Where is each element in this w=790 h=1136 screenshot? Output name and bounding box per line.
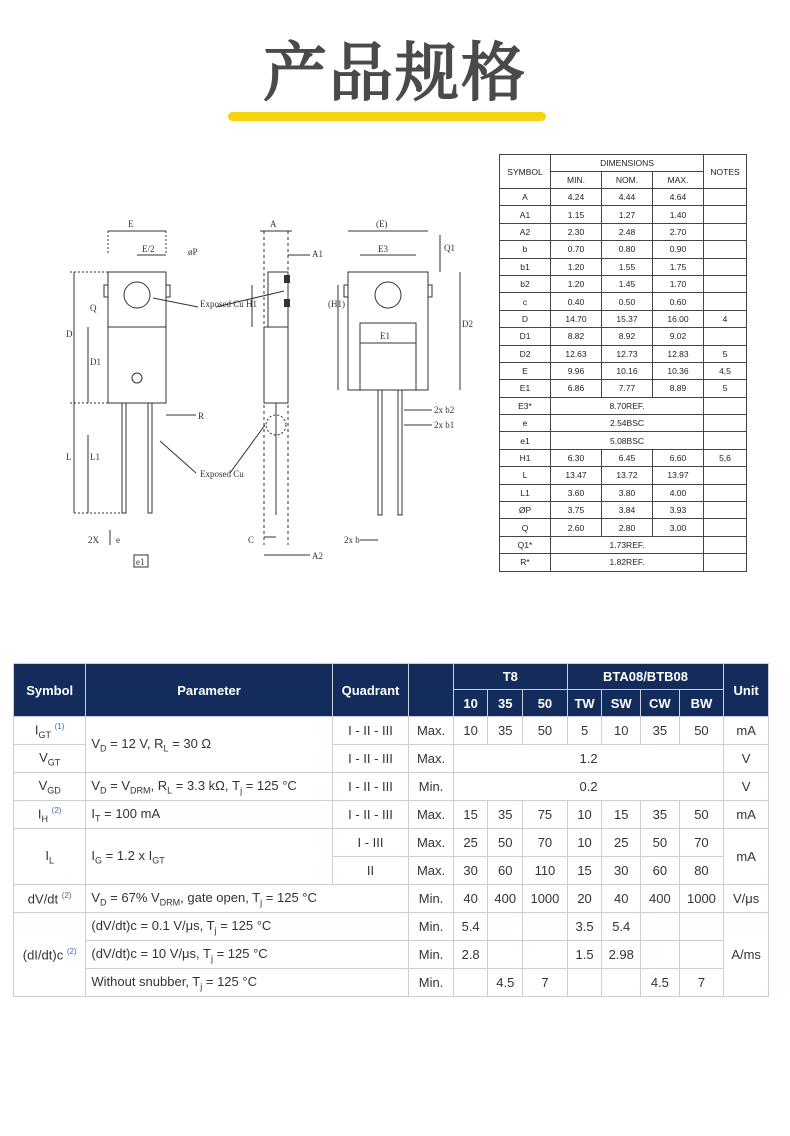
label-exposed-cu-2: Exposed Cu [200, 469, 244, 479]
value: 40 [453, 885, 488, 913]
dim-row [500, 345, 747, 362]
label-d: D [66, 329, 73, 339]
param-vgd: $V_D = V_{DRM}$, $R_L = 3.3$ kΩ, $T_j = 125$ °C [86, 773, 332, 801]
label-e1-box: e1 [136, 557, 145, 567]
value: 30 [602, 857, 641, 885]
dim-cell-notes [704, 536, 747, 553]
dim-cell-max: 10.36 [653, 362, 704, 379]
dim-cell-span: 1.73REF. [551, 536, 704, 553]
dim-cell-max: 6.60 [653, 449, 704, 466]
dim-cell-nom: 8.92 [602, 328, 653, 345]
dim-cell-notes [704, 223, 747, 240]
dim-cell-min: 3.60 [551, 484, 602, 501]
label-2x: 2X [88, 535, 99, 545]
dim-cell-max: 3.93 [653, 502, 704, 519]
dim-cell-min: 0.70 [551, 241, 602, 258]
spec-row-didt-b [14, 941, 769, 969]
dim-cell-nom: 1.27 [602, 206, 653, 223]
unit: V [724, 745, 769, 773]
dim-cell-sym: L1 [500, 484, 551, 501]
value: 35 [641, 801, 680, 829]
value: 2.8 [453, 941, 488, 969]
value-span: 1.2 [453, 745, 723, 773]
dim-cell-nom: 0.50 [602, 293, 653, 310]
limit: Min. [409, 969, 454, 997]
label-e3: E3 [378, 244, 388, 254]
spec-row-dvdt [14, 885, 769, 913]
value: 15 [602, 801, 641, 829]
dim-cell-min: 6.30 [551, 449, 602, 466]
front-lead-left [122, 403, 126, 513]
dim-cell-max: 0.90 [653, 241, 704, 258]
dim-cell-sym: Q1* [500, 536, 551, 553]
value [523, 941, 568, 969]
value: 10 [453, 717, 488, 745]
dim-cell-sym: D1 [500, 328, 551, 345]
limit: Max. [409, 745, 454, 773]
value: 50 [679, 801, 724, 829]
value: 1000 [523, 885, 568, 913]
dim-cell-nom: 7.77 [602, 380, 653, 397]
front-tab-notch-right [166, 285, 170, 297]
label-2x-b: 2x b [344, 535, 360, 545]
dim-cell-min: 6.86 [551, 380, 602, 397]
spec-header-bta: BTA08/BTB08 [567, 664, 724, 690]
unit: A/ms [724, 913, 769, 997]
back-lead-left [378, 390, 382, 515]
dim-row [500, 223, 747, 240]
unit: V [724, 773, 769, 801]
spec-row-didt-c [14, 969, 769, 997]
limit: Min. [409, 941, 454, 969]
dimensions-table [499, 154, 747, 572]
package-drawing [60, 215, 480, 585]
dim-cell-notes [704, 432, 747, 449]
value: 10 [567, 801, 602, 829]
symbol-vgt: $V_{GT}$ [14, 745, 86, 773]
value: 110 [523, 857, 568, 885]
label-e1: E1 [380, 331, 390, 341]
value [453, 969, 488, 997]
value: 4.5 [641, 969, 680, 997]
spec-col: CW [641, 690, 680, 717]
dim-cell-nom: 2.48 [602, 223, 653, 240]
dim-row [500, 206, 747, 223]
dim-cell-notes [704, 415, 747, 432]
dim-cell-max: 1.75 [653, 258, 704, 275]
dim-cell-sym: E3* [500, 397, 551, 414]
dim-row [500, 519, 747, 536]
dim-cell-notes [704, 258, 747, 275]
value: 60 [488, 857, 523, 885]
front-lead-right [148, 403, 152, 513]
dim-cell-notes [704, 328, 747, 345]
label-a2: A2 [312, 551, 323, 561]
dim-cell-min: 14.70 [551, 310, 602, 327]
value: 7 [523, 969, 568, 997]
dim-row [500, 554, 747, 571]
spec-header-unit: Unit [724, 664, 769, 717]
side-body [264, 327, 288, 403]
dim-cell-max: 1.40 [653, 206, 704, 223]
dim-row [500, 415, 747, 432]
label-e-pitch: e [116, 535, 120, 545]
label-h1: H1 [246, 299, 257, 309]
dim-cell-max: 1.70 [653, 275, 704, 292]
label-2x-b2: 2x b2 [434, 405, 455, 415]
dim-cell-notes [704, 484, 747, 501]
dim-cell-sym: A1 [500, 206, 551, 223]
dim-cell-sym: A [500, 189, 551, 206]
dim-cell-sym: b1 [500, 258, 551, 275]
value: 50 [523, 717, 568, 745]
dim-cell-nom: 1.55 [602, 258, 653, 275]
value: 25 [453, 829, 488, 857]
value: 25 [602, 829, 641, 857]
param-igt-vgt: $V_D = 12$ V, $R_L = 30$ Ω [86, 717, 332, 773]
spec-header-blank [409, 664, 454, 717]
dim-cell-sym: ØP [500, 502, 551, 519]
dim-cell-notes [704, 275, 747, 292]
spec-col: 35 [488, 690, 523, 717]
spec-header-quadrant: Quadrant [332, 664, 409, 717]
param-didt-a: (dV/dt)c = 0.1 V/μs, $T_j = 125$ °C [86, 913, 409, 941]
dim-cell-min: 1.20 [551, 258, 602, 275]
value: 30 [453, 857, 488, 885]
value: 80 [679, 857, 724, 885]
page-title: 产品规格 [263, 37, 527, 111]
dim-row [500, 449, 747, 466]
dim-row [500, 432, 747, 449]
dim-cell-max: 4.64 [653, 189, 704, 206]
dim-cell-span: 8.70REF. [551, 397, 704, 414]
label-e-paren: (E) [376, 219, 388, 229]
value: 35 [641, 717, 680, 745]
label-a: A [270, 219, 277, 229]
value [488, 913, 523, 941]
spec-col: 10 [453, 690, 488, 717]
dim-cell-sym: D [500, 310, 551, 327]
dim-cell-max: 16.00 [653, 310, 704, 327]
label-d2: D2 [462, 319, 473, 329]
dim-cell-min: 13.47 [551, 467, 602, 484]
value [567, 969, 602, 997]
dim-cell-min: 2.30 [551, 223, 602, 240]
dim-cell-notes [704, 206, 747, 223]
dim-cell-max: 13.97 [653, 467, 704, 484]
value: 70 [679, 829, 724, 857]
dim-cell-nom: 3.80 [602, 484, 653, 501]
value: 2.98 [602, 941, 641, 969]
value: 35 [488, 717, 523, 745]
dim-cell-notes: 5 [704, 345, 747, 362]
dim-row [500, 275, 747, 292]
spec-header-t8: T8 [453, 664, 567, 690]
dim-header-nom: NOM. [602, 172, 653, 189]
dim-header-dimensions: DIMENSIONS [551, 155, 704, 172]
quadrant: I - III [332, 829, 409, 857]
dim-cell-sym: L [500, 467, 551, 484]
dim-cell-max: 0.60 [653, 293, 704, 310]
symbol-igt: $I_{GT}$ $^{(1)}$ [14, 717, 86, 745]
dim-cell-sym: e [500, 415, 551, 432]
dim-cell-min: 1.15 [551, 206, 602, 223]
label-e-half: E/2 [142, 244, 155, 254]
dim-header-notes: NOTES [704, 155, 747, 189]
dim-cell-notes [704, 502, 747, 519]
label-q: Q [90, 303, 97, 313]
value: 50 [488, 829, 523, 857]
quadrant: I - II - III [332, 745, 409, 773]
label-l: L [66, 452, 72, 462]
back-mounting-hole [375, 282, 401, 308]
value [602, 969, 641, 997]
value: 5.4 [453, 913, 488, 941]
value: 70 [523, 829, 568, 857]
front-tab-notch-left [104, 285, 108, 297]
dim-row [500, 328, 747, 345]
spec-table [13, 663, 769, 997]
dim-header-min: MIN. [551, 172, 602, 189]
value: 5.4 [602, 913, 641, 941]
dim-body [500, 189, 747, 572]
dim-cell-nom: 12.73 [602, 345, 653, 362]
value: 60 [641, 857, 680, 885]
unit: V/μs [724, 885, 769, 913]
label-c: C [248, 535, 255, 545]
value: 400 [641, 885, 680, 913]
spec-col: BW [679, 690, 724, 717]
dim-cell-max: 4.00 [653, 484, 704, 501]
dim-cell-sym: R* [500, 554, 551, 571]
limit: Min. [409, 913, 454, 941]
label-2x-b1: 2x b1 [434, 420, 455, 430]
dim-cell-nom: 13.72 [602, 467, 653, 484]
unit: mA [724, 829, 769, 885]
dim-cell-span: 1.82REF. [551, 554, 704, 571]
value: 1000 [679, 885, 724, 913]
limit: Min. [409, 885, 454, 913]
dim-cell-nom: 0.80 [602, 241, 653, 258]
dim-cell-notes [704, 467, 747, 484]
label-exposed-cu-1: Exposed Cu [200, 299, 244, 309]
quadrant: I - II - III [332, 801, 409, 829]
dim-cell-min: 0.40 [551, 293, 602, 310]
spec-col: 50 [523, 690, 568, 717]
label-a1: A1 [312, 249, 323, 259]
dim-cell-nom: 4.44 [602, 189, 653, 206]
dim-cell-nom: 6.45 [602, 449, 653, 466]
dim-cell-notes: 4 [704, 310, 747, 327]
value: 10 [602, 717, 641, 745]
label-l1: L1 [90, 452, 100, 462]
limit: Min. [409, 773, 454, 801]
dim-row [500, 241, 747, 258]
spec-row-didt-a [14, 913, 769, 941]
dim-cell-sym: b2 [500, 275, 551, 292]
value: 4.5 [488, 969, 523, 997]
front-body [108, 327, 166, 403]
value: 40 [602, 885, 641, 913]
label-d1: D1 [90, 357, 101, 367]
symbol-ih: $I_H$ $^{(2)}$ [14, 801, 86, 829]
dim-cell-notes [704, 241, 747, 258]
dim-cell-sym: Q [500, 519, 551, 536]
spec-row-igt [14, 717, 769, 745]
value [641, 913, 680, 941]
param-il: $I_G = 1.2$ x $I_{GT}$ [86, 829, 332, 885]
dim-cell-max: 3.00 [653, 519, 704, 536]
symbol-vgd: $V_{GD}$ [14, 773, 86, 801]
value: 35 [488, 801, 523, 829]
dim-header-symbol: SYMBOL [500, 155, 551, 189]
symbol-il: $I_L$ [14, 829, 86, 885]
spec-row-vgd [14, 773, 769, 801]
value: 400 [488, 885, 523, 913]
dim-cell-sym: E [500, 362, 551, 379]
dim-row [500, 189, 747, 206]
dim-row [500, 502, 747, 519]
spec-row-ih [14, 801, 769, 829]
dim-row [500, 362, 747, 379]
dim-cell-min: 8.82 [551, 328, 602, 345]
dim-cell-notes: 5,6 [704, 449, 747, 466]
label-e: E [128, 219, 134, 229]
dim-cell-notes: 5 [704, 380, 747, 397]
dim-cell-min: 12.63 [551, 345, 602, 362]
value: 75 [523, 801, 568, 829]
quadrant: II [332, 857, 409, 885]
dim-cell-max: 2.70 [653, 223, 704, 240]
value: 15 [567, 857, 602, 885]
spec-header-symbol: Symbol [14, 664, 86, 717]
dim-cell-sym: D2 [500, 345, 551, 362]
limit: Max. [409, 717, 454, 745]
dim-row [500, 258, 747, 275]
spec-col: SW [602, 690, 641, 717]
dim-cell-min: 4.24 [551, 189, 602, 206]
spec-row-il-a [14, 829, 769, 857]
label-r: R [198, 411, 205, 421]
dim-cell-sym: c [500, 293, 551, 310]
value [488, 941, 523, 969]
value: 1.5 [567, 941, 602, 969]
dim-row [500, 397, 747, 414]
dim-cell-nom: 3.84 [602, 502, 653, 519]
unit: mA [724, 801, 769, 829]
dim-cell-nom: 1.45 [602, 275, 653, 292]
quadrant: I - II - III [332, 717, 409, 745]
dim-cell-notes [704, 293, 747, 310]
unit: mA [724, 717, 769, 745]
dim-row [500, 484, 747, 501]
dim-cell-nom: 15.37 [602, 310, 653, 327]
value: 10 [567, 829, 602, 857]
dim-cell-sym: A2 [500, 223, 551, 240]
back-tab-notch-right [428, 285, 432, 297]
value: 5 [567, 717, 602, 745]
dim-cell-notes [704, 189, 747, 206]
param-didt-c: Without snubber, $T_j = 125$ °C [86, 969, 409, 997]
param-ih: $I_T = 100$ mA [86, 801, 332, 829]
mounting-hole [124, 282, 150, 308]
front-body-dot [132, 373, 142, 383]
dim-cell-sym: b [500, 241, 551, 258]
value [641, 941, 680, 969]
dim-cell-span: 2.54BSC [551, 415, 704, 432]
dim-cell-sym: H1 [500, 449, 551, 466]
value [523, 913, 568, 941]
dim-row [500, 310, 747, 327]
value: 3.5 [567, 913, 602, 941]
value [679, 913, 724, 941]
dim-cell-max: 8.89 [653, 380, 704, 397]
dim-cell-notes [704, 554, 747, 571]
label-h1-paren: (H1) [328, 299, 345, 309]
spec-col: TW [567, 690, 602, 717]
param-dvdt: $V_D = 67\%$ $V_{DRM}$, gate open, $T_j = 125$ °C [86, 885, 409, 913]
value: 50 [641, 829, 680, 857]
dim-cell-min: 3.75 [551, 502, 602, 519]
symbol-dvdt: dV/dt $^{(2)}$ [14, 885, 86, 913]
value-span: 0.2 [453, 773, 723, 801]
param-didt-b: (dV/dt)c = 10 V/μs, $T_j = 125$ °C [86, 941, 409, 969]
dim-cell-max: 12.83 [653, 345, 704, 362]
dim-row [500, 293, 747, 310]
back-lead-right [398, 390, 402, 515]
dim-cell-notes: 4,5 [704, 362, 747, 379]
dim-row [500, 536, 747, 553]
dim-cell-nom: 10.16 [602, 362, 653, 379]
value: 7 [679, 969, 724, 997]
package-outline-svg [60, 215, 480, 585]
dim-cell-notes [704, 397, 747, 414]
quadrant: I - II - III [332, 773, 409, 801]
dim-cell-sym: e1 [500, 432, 551, 449]
back-tab-notch-left [344, 285, 348, 297]
exposed-copper-marks [284, 275, 290, 307]
dim-row [500, 380, 747, 397]
dim-cell-span: 5.08BSC [551, 432, 704, 449]
limit: Max. [409, 857, 454, 885]
value [679, 941, 724, 969]
dim-cell-nom: 2.80 [602, 519, 653, 536]
dim-cell-max: 9.02 [653, 328, 704, 345]
dim-cell-min: 2.60 [551, 519, 602, 536]
label-phi-p: øP [188, 247, 198, 257]
value: 20 [567, 885, 602, 913]
value: 50 [679, 717, 724, 745]
dim-cell-sym: E1 [500, 380, 551, 397]
dim-cell-notes [704, 519, 747, 536]
limit: Max. [409, 829, 454, 857]
dim-cell-min: 9.96 [551, 362, 602, 379]
dim-header-max: MAX. [653, 172, 704, 189]
label-q1: Q1 [444, 243, 455, 253]
symbol-didt: (dI/dt)c $^{(2)}$ [14, 913, 86, 997]
limit: Max. [409, 801, 454, 829]
value: 15 [453, 801, 488, 829]
dim-cell-min: 1.20 [551, 275, 602, 292]
front-tab [108, 272, 166, 327]
spec-header-parameter: Parameter [86, 664, 332, 717]
title-underline [228, 112, 546, 121]
dim-row [500, 467, 747, 484]
